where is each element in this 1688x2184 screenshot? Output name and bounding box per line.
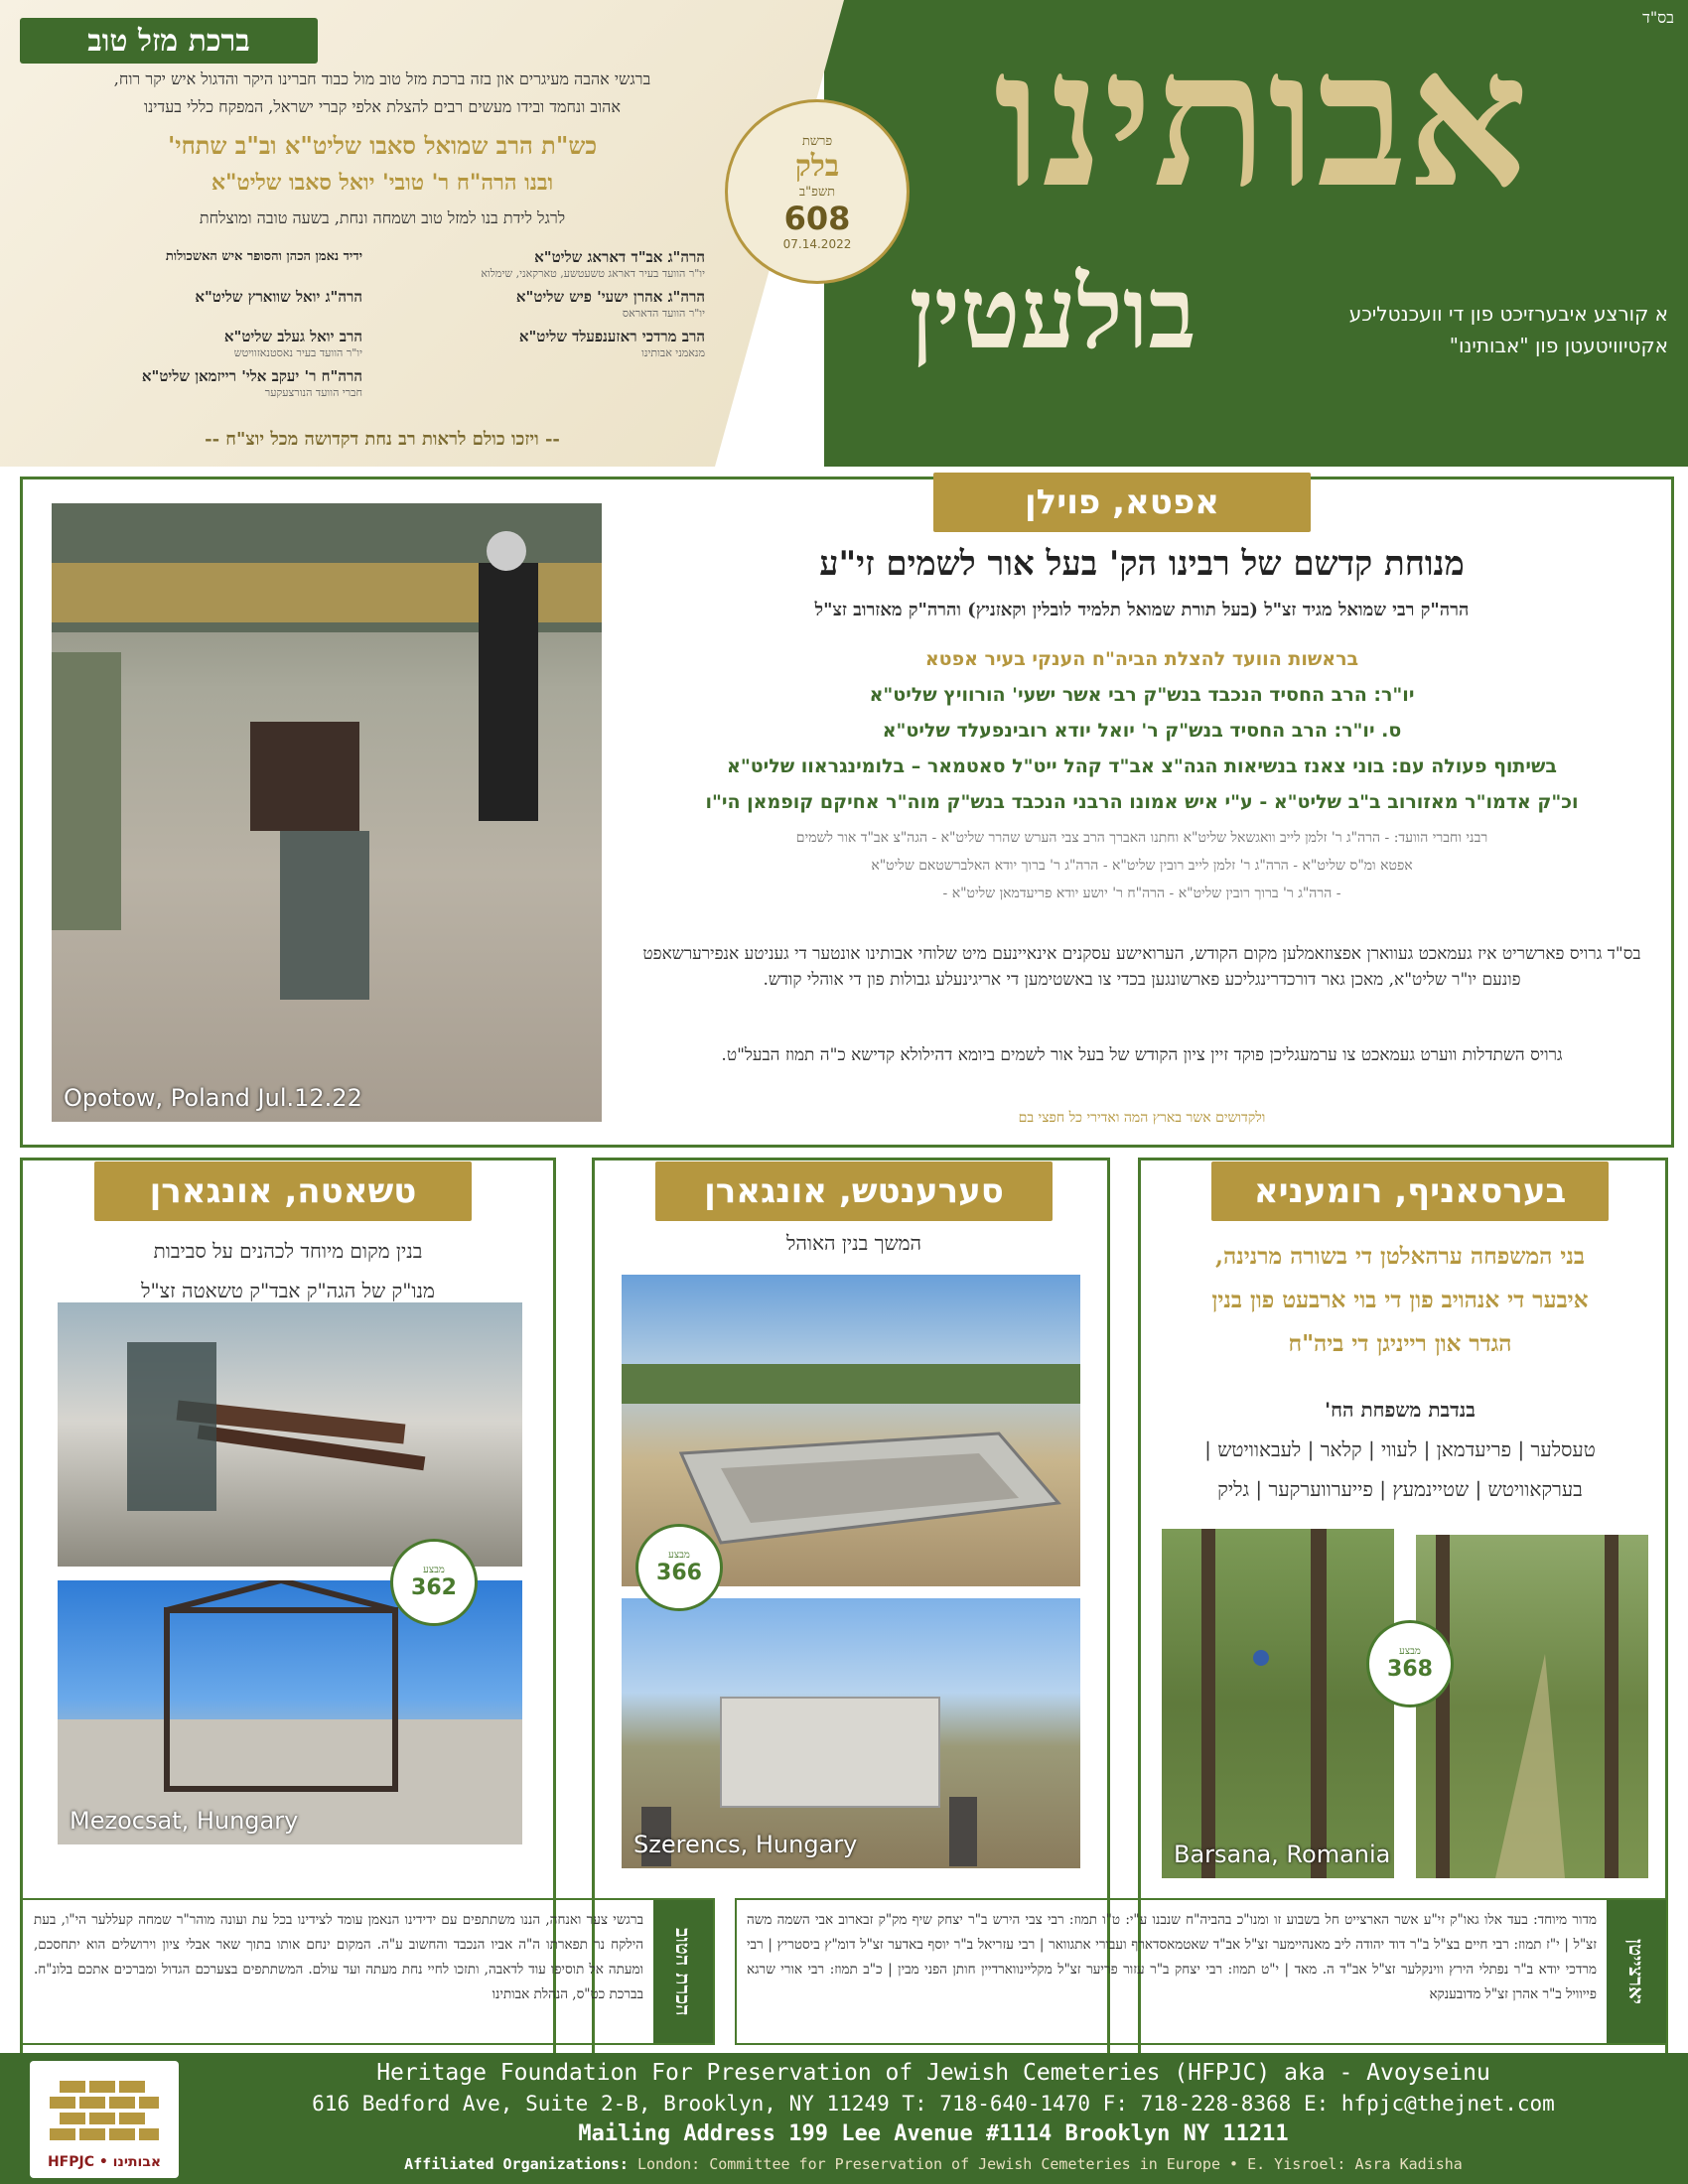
congrats-honoree-2: ובנו הרה"ח ר' טובי' יואל סאבו שליט"א [211, 170, 554, 196]
apta-subline: הרה"ק רבי שמואל מגיד זצ"ל (בעל תורת שמואל תלמיד לובלין וקאזניץ) והרה"ק מאזרוב זצ"ל [814, 600, 1470, 620]
barsana-photo-2 [1416, 1535, 1648, 1878]
tiszata-banner: טשאטה, אונגארן [94, 1161, 472, 1221]
yahrzeit-text: מדור מיוחד: בעד אלו גאו"ק זי"ע אשר הארצייט חל בשבוע זו ומנו"כ בהביה"ח שנבנו ע"י: ט"ו תמוז: רבי צבי הירש ב"ר יצחק שיף מק"ק זבארוב אבי השמה משה זצ"ל | י"ז תמוז: רבי חיים בצ"ל ב"ר דוד יהודה ליב מאנהיימער זצ"ל אב"ד שאטמאסדארף ועבורי אתגוואר | רבי עזריאל ב"ר יוסף באדער זצ"ל דומ"ץ ביסטריץ | רבי מרדכי יודא ב"ר נפתלי הירץ ווינקלער זצ"ל אב"ד ה. מאד | י"ט תמוז: רבי יצחק ב"ר עזור פריער זצ"ל מקליינווארדיין חותן הפני מבין | כ"ב תמוז: רבי אורי שרגא פייוויל ב"ר אהרן זצ"ל מדובענקא [747, 1912, 1597, 2002]
apta-paragraph-1: בס"ד גרויס פארשריט איז געמאכט געווארן אפצוזאמלען מקום הקודש, הערואישע עסקנים אינאיינעם מיט שלוחי אבותינו אונטער די געניטע אנפירערשאפט פונעם יו"ר שליט"א, מאכן גאר דורכדרינגליכע פארשונגען בכדי צו באשטימען די אריגינעלע גבולות פון די אוהלי קודש. [642, 944, 1641, 990]
apta-members [635, 824, 1648, 907]
badge-label: מבצע [423, 1565, 445, 1575]
signer: הרב יואל געלב שליט"א יו"ר הוועד בעיר נאסטנאזוויטש [223, 328, 362, 359]
apta-paragraph-2: גרויס השתדלות ווערט געמאכט צו ערמעגליכן פוקד זיין ציון הקודש של בעל אור לשמים ביומא דהילולא קדישא כ"ה תמוז הבעל"ט. [721, 1045, 1563, 1065]
congrats-honoree-1: כש"ת הרב שמואל סאבו שליט"א וב"ב שתחי' [167, 131, 598, 160]
barsana-donation-label: בנדבת משפחת הח' [1325, 1398, 1476, 1422]
badge-label: מבצע [1399, 1646, 1421, 1657]
congrats-intro-1: ברגשי אהבה מעיגרים און בזה ברכת מזל טוב מול כבוד חברינו היקר והדגול איש יקר רוח, [113, 69, 651, 88]
tagline [1241, 298, 1668, 361]
signer: ידיד נאמן הכהן והסופר איש האשכולות [165, 249, 362, 264]
apta-footer-line: ולקדושים אשר בארץ המה ואדירי כל חפצי בם [1018, 1110, 1266, 1126]
barsana-text-3: הגדר און רייניגן די ביה"ח [1288, 1330, 1512, 1357]
apta-line: בשיתוף פעולה עם: בוני צאנז בנשיאות הגה"צ אב"ד קהל ייט"ל סאטמאר – בלומינגראוו שליט"א [727, 755, 1557, 777]
footer-affiliated-label: Affiliated Organizations: [404, 2155, 629, 2173]
barsana-badge [1366, 1620, 1454, 1707]
tiszata-text-1: בנין מקום מיוחד לכהנים על סביבות [153, 1239, 423, 1263]
szerencs-text: המשך בנין האוהל [785, 1231, 922, 1255]
tagline-line-1: א קורצע איבערזיכט פון די וועכנטליכע [1348, 302, 1668, 326]
footer-affiliated [199, 2150, 1668, 2178]
footer-affiliated-list: London: Committee for Preservation of Jewish Cemeteries in Europe • E. Yisroel: Asra Kadisha [636, 2155, 1463, 2173]
congrats-intro-2: אהוב ונחמד ובידו מעשים רבים להצלת אלפי קברי ישראל, המפקח כללי בעדינו [144, 97, 621, 116]
tiszata-text [40, 1231, 536, 1310]
signer: הרה"ג אהרן ישעי' פיש שליט"א יו"ר הוועד הדאראס [515, 288, 705, 320]
appreciation-text: ברגשי צער ואנחה, הננו משתתפים עם ידידינו הנאמן עומד לצידינו בכל עת ועונה מוהר"ר שמחה קעללער הי"ו, בעת הילקח נר תפארתו ה"ה אביו הנכבד והחשוב ע"ה. המקום ינחם אותו בתוך שאר אבלי ציון וירושלים הוא יתחסכם, ומעתה אל תוסיפו עוד לדאבה, ותזכו לחיי נחת מעתה ועד עולם. המשתתפים בצערכם הגדול ומברכים אתכם בלונ"ח. בברכת כט"ס, הנהלת אבותינו [34, 1912, 643, 2002]
footer-text [199, 2057, 1668, 2178]
apta-member-line: - הרה"ג ר' ברוך רובין שליט"א - הרה"ח ר' יושע יודא פריעדמאן שליט"א - [942, 886, 1341, 901]
apta-photo [52, 503, 602, 1122]
signer: הרה"ג אב"ד דאראג שליט"א יו"ר הוועד בעיר דאראג טשעטשע, טארקאני, שימלוא [481, 248, 705, 280]
apta-photo-caption: Opotow, Poland Jul.12.22 [64, 1084, 362, 1112]
apta-member-line: אפטא ומ"ס שליט"א - הרה"ג ר' זלמן לייב רובין שליט"א - הרה"ג ר' ברוך יודא האלברשטאם שליט"א [871, 858, 1413, 874]
badge-number: 362 [411, 1575, 457, 1600]
seal-date: 07.14.2022 [782, 236, 852, 251]
seal-issue-number: 608 [783, 199, 851, 237]
tagline-line-2: אקטיוויטעטן פון "אבותינו" [1449, 334, 1668, 357]
logo-wall-icon [30, 2061, 179, 2150]
barsana-families-2: בערקאוויטש | שטיינמעץ | פייערווערקער | גליק [1217, 1477, 1583, 1501]
barsana-donation [1152, 1390, 1648, 1509]
apta-headline: מנוחת קדשם של רבינו הק' בעל אור לשמים זי"ע [819, 544, 1465, 584]
badge-label: מבצע [668, 1550, 690, 1561]
tiszata-text-2: מנו"ק של הגה"ק אבד"ק טשאטה זצ"ל [141, 1279, 435, 1302]
szerencs-banner: סערענטש, אונגארן [655, 1161, 1053, 1221]
congrats-signers [50, 248, 705, 399]
seal-year: תשפ"ב [798, 184, 836, 200]
footer-org: Heritage Foundation For Preservation of Jewish Cemeteries (HFPJC) aka - Avoyseinu [376, 2060, 1490, 2086]
apta-banner: אפטא, פוילן [933, 473, 1311, 532]
signer: הרה"ח ר' יעקב אלי' רייזמאן שליט"א חברי הוועד הנורצעקער [141, 367, 362, 399]
congrats-occasion: לרגל לידת בנו למזל טוב ושמחה ונחת, בשעה טובה ומוצלחת [199, 208, 566, 227]
barsana-text-2: איבער די אנהויב פון די בוי ארבעט פון בנין [1211, 1287, 1589, 1313]
congrats-banner: ברכת מזל טוב [20, 18, 318, 64]
apta-line: בראשות הוועד להצלת הביה"ח הענקי בעיר אפטא [924, 648, 1359, 670]
barsana-photo-1 [1162, 1529, 1394, 1878]
masthead-subtitle: בולעטין [909, 254, 1196, 371]
apta-line: ס. יו"ר: הרב החסיד בנש"ק ר' יואל יודא רובינפעלד שליט"א [882, 720, 1402, 742]
congrats-body [40, 66, 725, 232]
masthead-title: אבותינו [993, 8, 1529, 229]
apta-member-line: רבני וחברי הוועד: - הרה"ג ר' זלמן לייב וואגשאל שליט"א וחתנו האברך הרב צבי הערש שהרר שליט"א - הגה"צ אב"ד אור לשמים [795, 830, 1488, 846]
seal-parsha: בלק [794, 148, 840, 184]
barsana-photo-caption: Barsana, Romania [1174, 1841, 1391, 1868]
footer-logo-text: HFPJC • אבותינו [47, 2154, 162, 2170]
signer: הרה"ג יואל שווארץ שליט"א [195, 288, 362, 306]
apta-line: וכ"ק אדמו"ר מאזורוב ב"ב שליט"א - ע"י איש אמונו הרבני הנכבד בנש"ק מוה"ר אחיקם קופמאן הי"ו [705, 791, 1579, 813]
szerencs-photo-caption: Szerencs, Hungary [633, 1831, 858, 1858]
apta-lines [626, 641, 1658, 820]
appreciation-label: הכרת הטוב [653, 1900, 713, 2043]
tiszata-photo-caption: Mezocsat, Hungary [70, 1807, 299, 1835]
tiszata-photo-1 [58, 1302, 522, 1567]
szerencs-photo-2 [622, 1598, 1080, 1868]
barsana-families-1: טעסלער | פריעדמאן | לעווי | קלאר | לעבאוויטש | [1204, 1437, 1596, 1461]
yahrzeit-label: יארצייטן [1607, 1900, 1666, 2043]
signer: הרב מרדכי ראזענפעלד שליט"א מנאמני אבותינו [518, 328, 705, 359]
barsana-banner: בערסאניף, רומעניא [1211, 1161, 1609, 1221]
congrats-closing: -- ויזכו כולם לראות רב נחת דקדושה מכל יוצ"ח -- [205, 429, 560, 450]
seal-parsha-label: פרשת [801, 133, 833, 149]
barsana-text-1: בני המשפחה ערהאלטן די בשורה מרנינה, [1215, 1243, 1585, 1270]
footer-logo [30, 2061, 179, 2178]
szerencs-badge [635, 1524, 723, 1611]
apta-photo-scene [52, 503, 602, 1122]
tiszata-badge [390, 1539, 478, 1626]
issue-seal [725, 99, 910, 284]
badge-number: 368 [1387, 1657, 1433, 1682]
apta-line: יו"ר: הרב החסיד הנכבד בנש"ק רבי אשר ישעי' הורוויץ שליט"א [869, 684, 1415, 706]
footer-address: 616 Bedford Ave, Suite 2-B, Brooklyn, NY 11249 T: 718-640-1470 F: 718-228-8368 E: hfpjc@thejnet.com [312, 2092, 1555, 2116]
badge-number: 366 [656, 1561, 702, 1585]
corner-bsd: בס"ד [1642, 8, 1674, 27]
footer-mailing: Mailing Address 199 Lee Avenue #1114 Brooklyn NY 11211 [578, 2121, 1289, 2146]
barsana-text [1152, 1235, 1648, 1366]
